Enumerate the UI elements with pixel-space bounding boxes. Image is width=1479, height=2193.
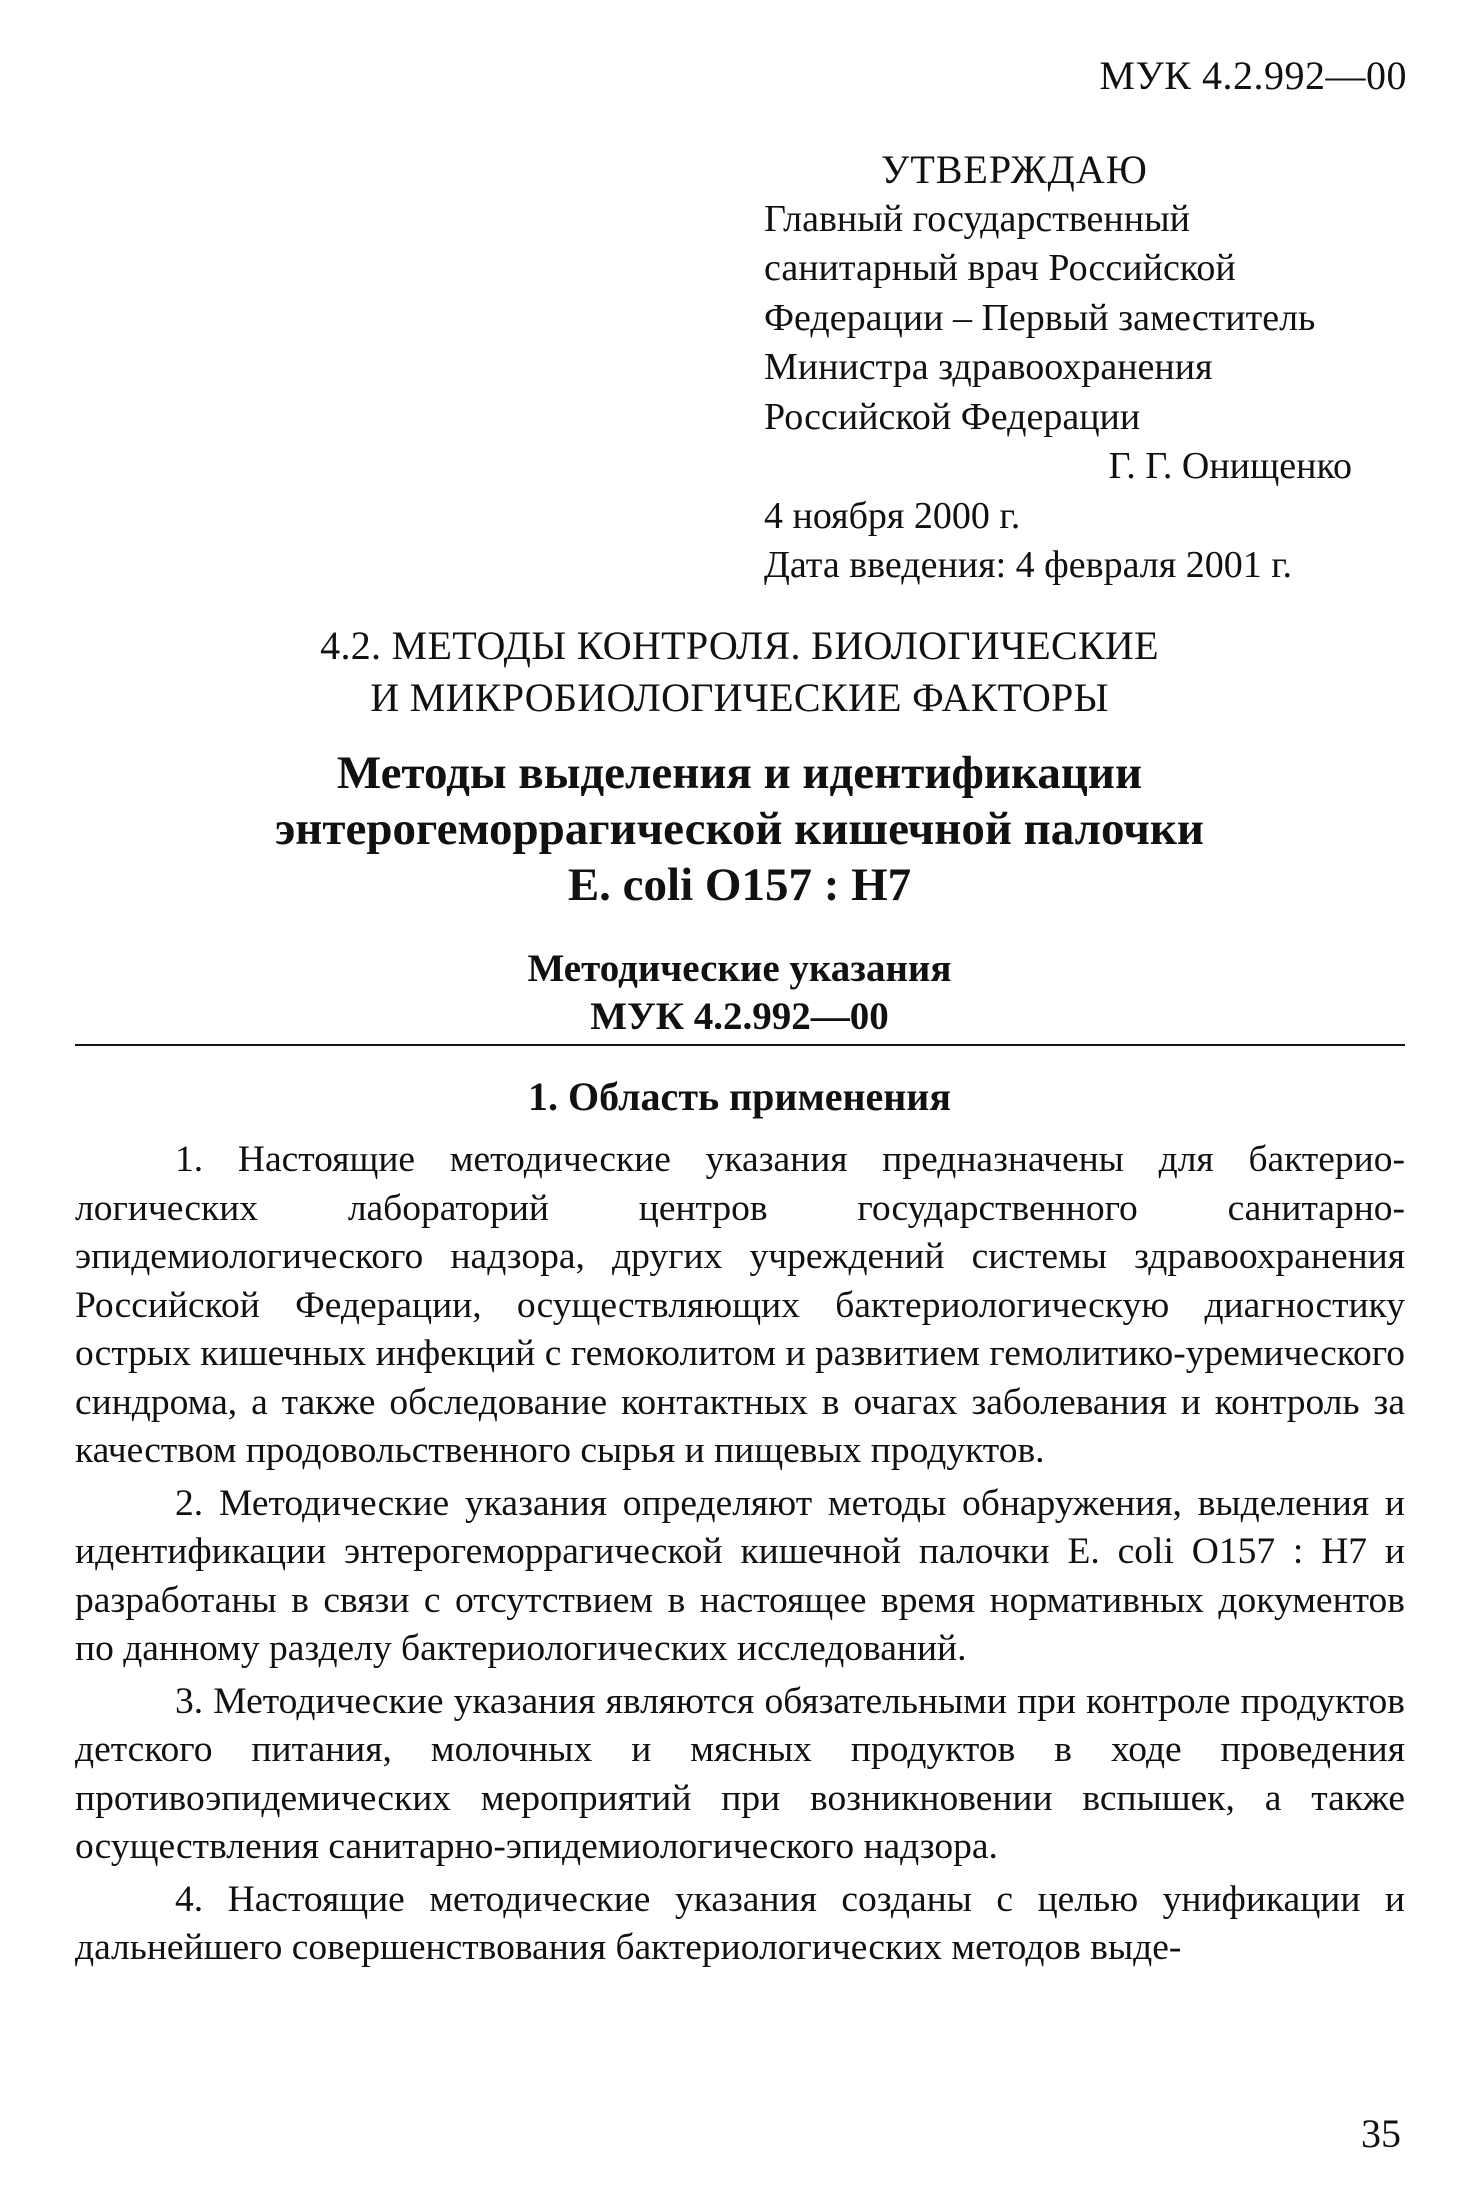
paragraph: 3. Методические указания являются обязательными при контроле продуктов детского питания, молочных и мясных продуктов в ходе проведения противоэпидемических мероприятий при возникновении вспышек, а также осуществления санитарно-эпидемиологического надзора. <box>75 1680 1405 1867</box>
approval-line: санитарный врач Российской <box>764 247 1236 289</box>
approval-line: Федерации – Первый заместитель <box>764 296 1316 339</box>
approval-line: Российской Федерации <box>764 395 1141 438</box>
section-code-line: И МИКРОБИОЛОГИЧЕСКИЕ ФАКТОРЫ <box>370 675 1109 720</box>
approval-signer: Г. Г. Онищенко <box>1108 445 1352 487</box>
title-line: E. coli O157 : H7 <box>567 859 912 911</box>
section-code-line: 4.2. МЕТОДЫ КОНТРОЛЯ. БИОЛОГИЧЕСКИЕ <box>320 623 1159 668</box>
introduction-date: Дата введения: 4 февраля 2001 г. <box>764 544 1293 586</box>
paragraph: 4. Настоящие методические указания созданы с целью унификации и дальнейшего совершенствования бактериологических методов выде- <box>75 1878 1405 1968</box>
body-text <box>75 1136 1405 1977</box>
approval-block <box>764 145 1404 591</box>
approval-date: 4 ноября 2000 г. <box>764 494 1021 537</box>
page-title <box>0 745 1479 913</box>
section-code <box>0 620 1479 724</box>
page-number: 35 <box>1361 2111 1401 2156</box>
paragraph: 2. Методические указания определяют методы обнаружения, выделения и идентификации энтерогеморрагической кишечной палочки E. coli O157 : H7 и разработаны в связи с отсутствием в настоящее время нормативных документов по данному разделу бактериологических исследований. <box>75 1482 1405 1669</box>
document-type-label: Методические указания <box>527 947 952 990</box>
approval-line: Главный государственный <box>764 197 1190 240</box>
document-type-code: МУК 4.2.992—00 <box>590 995 889 1038</box>
title-line: Методы выделения и идентификации <box>336 747 1143 799</box>
approval-line: Министра здравоохранения <box>764 346 1213 388</box>
title-line: энтерогеморрагической кишечной палочки <box>274 803 1204 855</box>
document-code-header: МУК 4.2.992—00 <box>1099 53 1407 98</box>
approve-word: УТВЕРЖДАЮ <box>881 147 1148 192</box>
section-heading: 1. Область применения <box>528 1074 951 1119</box>
paragraph: 1. Настоящие методические указания предназначены для бактериологических лабораторий центров государственного санитарно-эпидемиологического надзора, других учреждений системы здравоохранения Российской Федерации, осуществляющих бактериологическую диагностику острых кишечных инфекций с гемоколитом и развитием гемолитико-уремического синдрома, а также обследование контактных в очагах заболевания и контроль за качеством продовольственного сырья и пищевых продуктов. <box>75 1139 1405 1471</box>
horizontal-divider <box>75 1044 1405 1046</box>
document-type <box>0 945 1479 1041</box>
